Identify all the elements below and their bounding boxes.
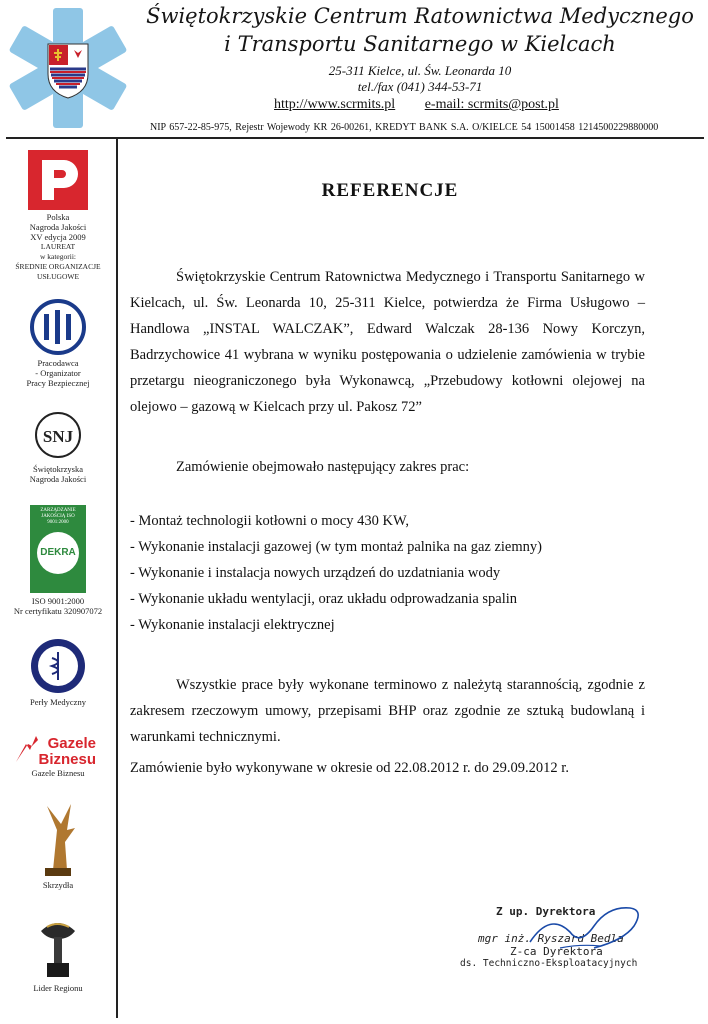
award1-line: XV edycja 2009 [30,232,86,242]
award4-line: ISO 9001:2000 [31,596,85,606]
lider-regionu-statuette-icon [33,915,83,979]
award-perly-medyczne [0,638,116,707]
award3-line: Nagroda Jakości [29,474,87,484]
signature-line: ds. Techniczno-Eksploatacyjnych [460,958,638,969]
list-item: - Wykonanie instalacji elektrycznej [130,617,335,633]
organization-name-line1: Świętokrzyskie Centrum Ratownictwa Medycznego [146,4,694,28]
signature-line: Z-ca Dyrektora [510,945,603,958]
snj-logo-icon [33,410,83,460]
award-swietokrzyska-nagroda [0,410,116,484]
award3-line: Świętokrzyska [32,464,84,474]
address: 25-311 Kielce, ul. Św. Leonarda 10 [328,63,512,78]
gazele-logo-word: Gazele [47,735,96,752]
award-pracodawca [0,298,116,388]
skrzydla-statuette-icon [33,800,83,878]
sidebar-divider [116,138,118,1018]
award2-line: - Organizator [35,368,81,378]
award1-line: LAUREAT [40,242,76,251]
paragraph-scope-intro: Zamówienie obejmowało następujący zakres prac: [176,459,470,475]
award5-label: Perły Medyczny [30,697,86,707]
award-polska-nagroda-jakosci [0,150,116,282]
polish-quality-award-icon [28,150,88,210]
award-iso [0,505,116,616]
list-item: - Wykonanie i instalacja nowych urządzeń do uzdatniania wody [130,565,501,581]
award8-label: Lider Regionu [33,983,83,993]
paragraph-quality: Wszystkie prace były wykonane terminowo z należytą starannością, zgodnie z zakresem rzeczowym umowy, przepisami BHP oraz zgodnie ze sztuką budowlaną i warunkami technicznymi. [130,677,645,745]
contact-links [274,97,559,113]
award-gazele-biznesu [0,732,116,778]
signature-line: Z up. Dyrektora [496,905,596,918]
award2-line: Pracodawca [37,358,79,368]
registration-info: NIP 657-22-85-975, Rejestr Wojewody KR 26-00261, KREDYT BANK S.A. O/KIELCE 54 15001458 1214500229880000 [150,122,659,133]
email-link[interactable]: e-mail: scrmits@post.pl [424,97,559,112]
list-item: - Wykonanie układu wentylacji, oraz układu odprowadzania spalin [130,591,518,607]
pip-logo-icon [29,298,87,356]
perly-medyczne-seal-icon [30,638,86,694]
scope-list [130,508,645,638]
award1-line: USŁUGOWE [36,272,80,281]
organization-name-line2: i Transportu Sanitarnego w Kielcach [224,32,616,56]
award2-line: Pracy Bezpiecznej [26,378,90,388]
award1-line: ŚREDNIE ORGANIZACJE [15,262,101,271]
award1-line: w kategorii: [39,252,77,261]
award-skrzydla [0,800,116,890]
phone-fax: tel./fax (041) 344-53-71 [357,79,483,94]
award-lider-regionu [0,915,116,993]
list-item: - Montaż technologii kotłowni o mocy 430 KW, [130,513,409,529]
star-of-life-logo [6,6,130,130]
handwritten-signature [520,902,650,958]
document-title: REFERENCJE [321,180,459,201]
award7-label: Skrzydła [42,880,74,890]
website-link[interactable]: http://www.scrmits.pl [274,97,396,112]
biznesu-logo-word: Biznesu [38,751,96,768]
paragraph-period: Zamówienie było wykonywane w okresie od 22.08.2012 r. do 29.09.2012 r. [130,760,569,776]
award6-label: Gazele Biznesu [31,768,85,778]
award1-line: Polska [46,212,70,222]
gazele-biznesu-logo [10,732,106,768]
header-divider [6,137,704,139]
award1-line: Nagroda Jakości [29,222,87,232]
list-item: - Wykonanie instalacji gazowej (w tym montaż palnika na gaz ziemny) [130,539,542,555]
paragraph-confirmation: Świętokrzyskie Centrum Ratownictwa Medycznego i Transportu Sanitarnego w Kielcach, ul. Św. Leonarda 10, 25-311 Kielce, potwierdza że Firma Usługowo – Handlowa „INSTAL WALCZAK”, Edward Walczak 28-136 Nowy Korczyn, Badrzychowice 41 wybrana w wyniku postępowania o udzielenie zamówienia w trybie przetargu nieograniczonego była Wykonawcą, „Przebudowy kotłowni olejowej na olejowo – gazową w Kielcach przy ul. Pakosz 72” [130,269,645,415]
dekra-badge [30,505,86,593]
svg-text:SNJ: SNJ [42,427,74,446]
dekra-logo: DEKRA [37,532,79,574]
dekra-badge-text: ZARZĄDZANIE JAKOŚCIĄ ISO 9001:2000 [40,508,76,525]
award4-line: Nr certyfikatu 320907072 [13,606,103,616]
signature-line: mgr inż. Ryszard Bedla [478,932,624,945]
